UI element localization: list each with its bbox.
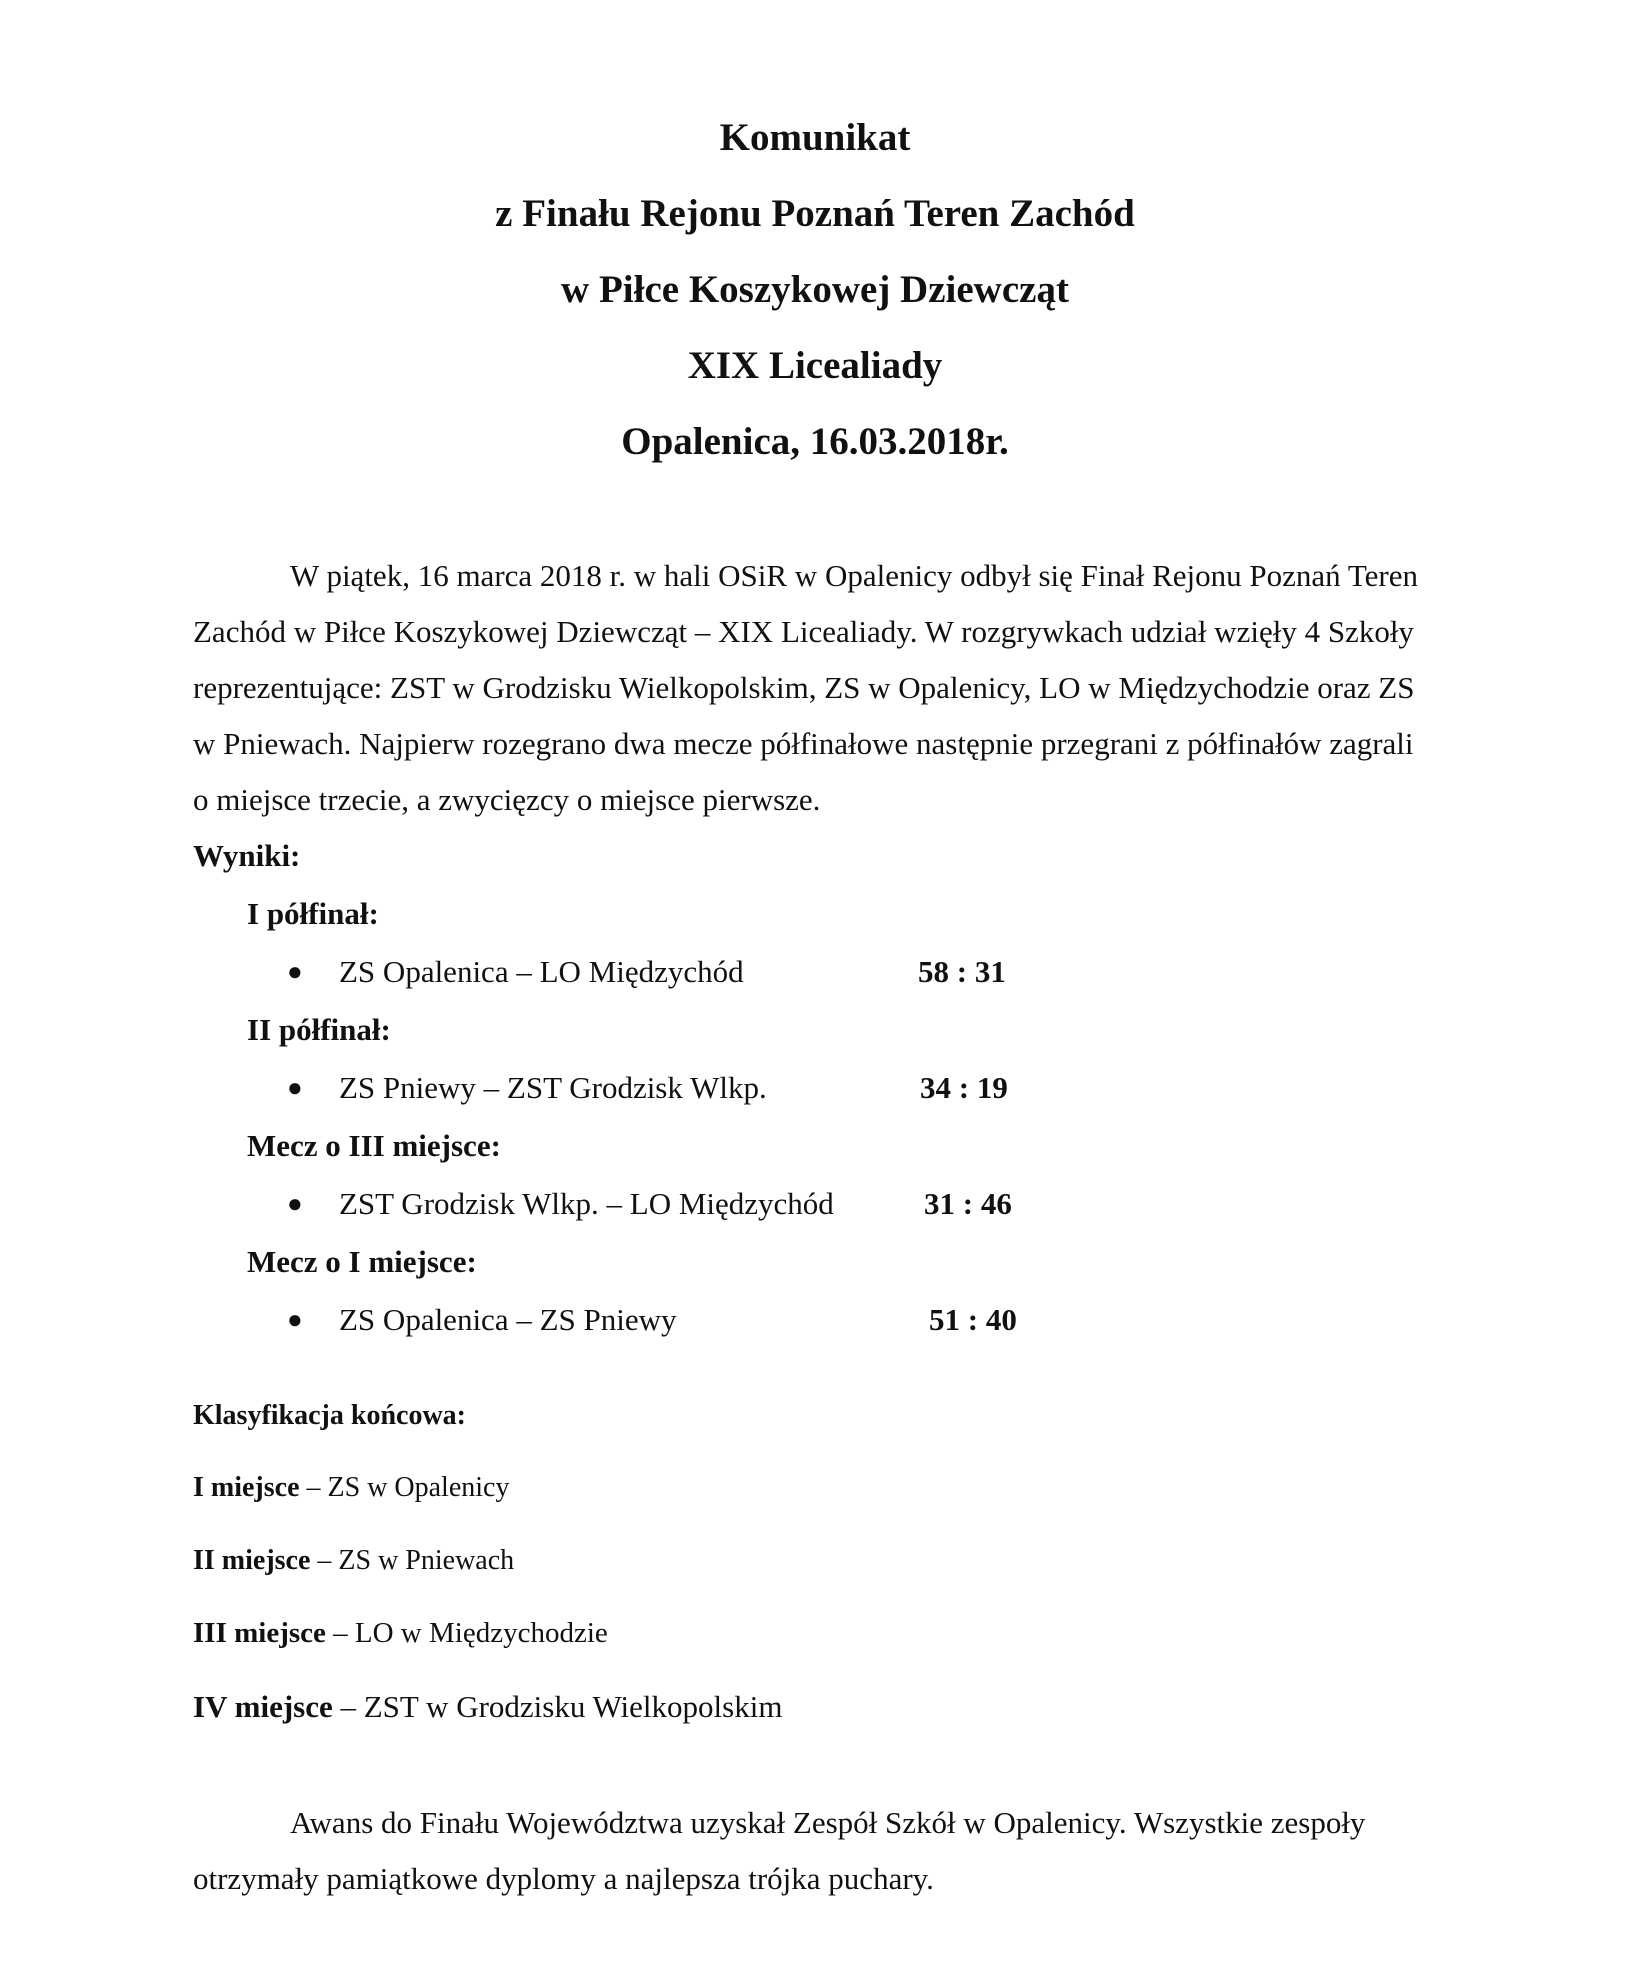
bullet-icon: ●: [287, 1305, 303, 1334]
section-heading-semifinal-1: I półfinał:: [247, 896, 379, 931]
match-score: 34 : 19: [920, 1070, 1008, 1105]
rank-place: III miejsce: [193, 1617, 326, 1649]
bullet-icon: ●: [287, 1189, 303, 1218]
title-block: [0, 100, 1630, 480]
classification-heading: Klasyfikacja końcowa:: [193, 1400, 466, 1431]
rank-row-1: [193, 1468, 509, 1508]
title-line-1: Komunikat: [719, 116, 911, 159]
bullet-icon: ●: [287, 957, 303, 986]
rank-row-2: [193, 1541, 514, 1581]
section-heading-first-place: Mecz o I miejsce:: [247, 1244, 477, 1279]
rank-team: – LO w Międzychodzie: [333, 1617, 608, 1649]
match-teams: ZS Opalenica – LO Międzychód: [339, 954, 744, 989]
closing-paragraph: Awans do Finału Województwa uzyskał Zespół Szkół w Opalenicy. Wszystkie zespoły otrzymały pamiątkowe dyplomy a najlepsza trójka puchary.: [193, 1805, 1366, 1896]
title-line-2: z Finału Rejonu Poznań Teren Zachód: [495, 192, 1135, 235]
rank-place: II miejsce: [193, 1545, 311, 1576]
section-heading-third-place: Mecz o III miejsce:: [247, 1128, 501, 1163]
rank-team: – ZS w Opalenicy: [306, 1472, 510, 1503]
rank-team: – ZST w Grodzisku Wielkopolskim: [340, 1689, 783, 1724]
match-teams: ZS Opalenica – ZS Pniewy: [339, 1302, 677, 1337]
match-score: 58 : 31: [918, 954, 1006, 989]
rank-place: I miejsce: [193, 1472, 300, 1503]
match-score: 51 : 40: [929, 1302, 1017, 1337]
rank-team: – ZS w Pniewach: [317, 1545, 515, 1576]
intro-paragraph: W piątek, 16 marca 2018 r. w hali OSiR w Opalenicy odbył się Finał Rejonu Poznań Teren Zachód w Piłce Koszykowej Dziewcząt – XIX Licealiady. W rozgrywkach udział wzięły 4 Szkoły reprezentujące: ZST w Grodzisku Wielkopolskim, ZS w Opalenicy, LO w Międzychodzie oraz ZS w Pniewach. Najpierw rozegrano dwa mecze półfinałowe następnie przegrani z półfinałów zagrali o miejsce trzecie, a zwycięzcy o miejsce pierwsze.: [193, 558, 1418, 817]
results-heading: Wyniki:: [193, 838, 301, 873]
title-line-5: Opalenica, 16.03.2018r.: [621, 420, 1009, 463]
rank-place: IV miejsce: [193, 1689, 333, 1724]
match-teams: ZST Grodzisk Wlkp. – LO Międzychód: [339, 1186, 834, 1221]
match-score: 31 : 46: [924, 1186, 1012, 1221]
title-line-4: XIX Licealiady: [687, 344, 943, 387]
bullet-icon: ●: [287, 1073, 303, 1102]
rank-row-4: [193, 1687, 782, 1727]
title-line-3: w Piłce Koszykowej Dziewcząt: [561, 268, 1069, 311]
rank-row-3: [193, 1613, 608, 1653]
match-teams: ZS Pniewy – ZST Grodzisk Wlkp.: [339, 1070, 767, 1105]
section-heading-semifinal-2: II półfinał:: [247, 1012, 391, 1047]
